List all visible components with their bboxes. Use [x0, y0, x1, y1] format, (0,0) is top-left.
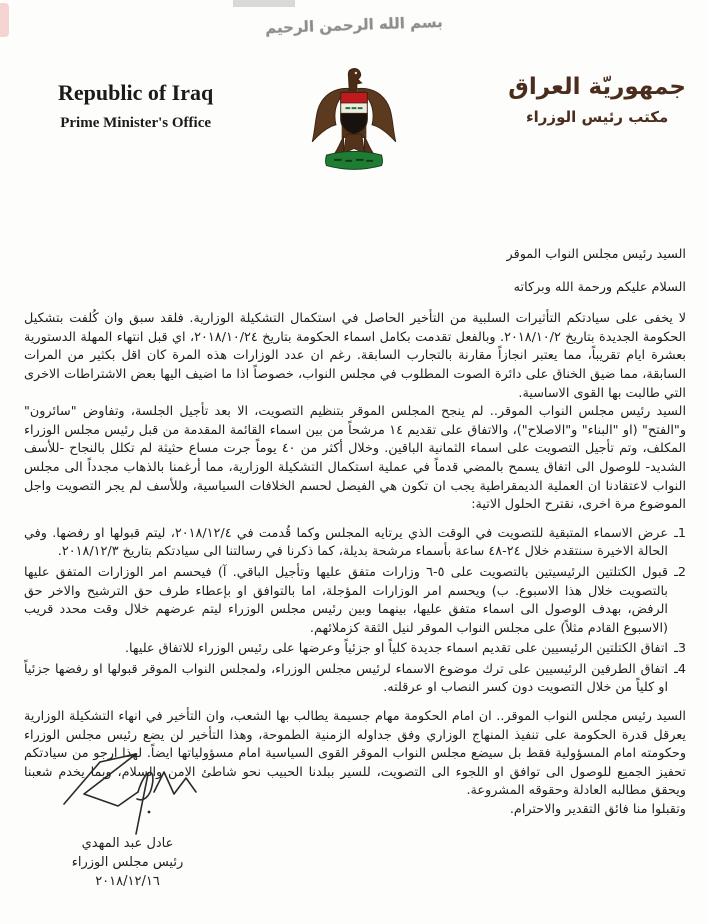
- list-item: [24, 640, 686, 659]
- list-item-text: عرض الاسماء المتبقية للتصويت في الوقت الذي يرتايه المجلس وكما قُدمت في ٢٠١٨/١٢/٤، ليتم قبولها او رفضها. وفي الحالة الاخيرة سنتقدم خلال ٢٤-٤٨ ساعة بأسماء مرشحة بديلة، كما ذكرنا في رسالتنا الى سيادتكم بتاريخ ٢٠١٨/١٢/٣.: [24, 525, 668, 560]
- list-item: [24, 661, 686, 698]
- list-item: [24, 564, 686, 638]
- list-item-text: قبول الكتلتين الرئيسيتين بالتصويت على ٥-٦ وزارات متفق عليها وتأجيل الباقي. آ) فيحسم امر الوزارات المتفق عليها بالتصويت خلال هذا الاسبوع. ب) ويحسم امر الوزارات المؤجلة، اما بالتوافق او بإعطاء طرف حق الترشيح والاخر حق الرفض، بهدف الوصول الى اسماء متفق عليها، بينهما وبين رئيس مجلس الوزراء ليتم عرضهم خلال وقت محدد قريب (الاسبوع القادم مثلاً) على مجلس النواب الموقر لنيل الثقة كزملائهم.: [24, 564, 668, 636]
- list-item: [24, 525, 686, 562]
- proposals-list: [24, 525, 686, 698]
- iraq-eagle-icon: [298, 64, 410, 176]
- closing-salutation: وتقبلوا منا فائق التقدير والاحترام.: [509, 802, 686, 818]
- paragraph-1: لا يخفى على سيادتكم التأثيرات السلبية من التأخير الحاصل في استكمال التشكيلة الوزارية. فلقد سبق وان كُلفت بتشكيل الحكومة الجديدة بتاريخ ٢٠١٨/١٠/٢. وبالفعل تقدمت بكامل اسماء الحكومة بتاريخ ٢٠١٨/١٠/٢٤، اي قبل انتهاء المهلة الدستورية بعشرة ايام تقريباً، مما يعتبر انجازاً مقارنة بالتجارب السابقة. رغم ان عدد الوزارات هذه المرة كان اقل بكثير من المرات السابقة، مما ضيق الخناق على دائرة الصوت المطلوب في مجلس النواب، خصوصاً اذا ما اضيف اليها بعض الاشتراطات الاخرى التي طالبت بها القوى الاساسية.: [24, 311, 686, 401]
- iraq-coat-of-arms: [298, 64, 410, 176]
- english-title: Republic of Iraq: [58, 80, 214, 105]
- handwritten-signature: [48, 746, 208, 838]
- header-english: [58, 80, 213, 132]
- arabic-subtitle: مكتب رئيس الوزراء: [525, 108, 669, 126]
- salutation-line: السيد رئيس مجلس النواب الموقر: [506, 247, 686, 262]
- list-item-number: 1ـ: [674, 525, 686, 541]
- bismillah-calligraphy: بسم الله الرحمن الرحيم: [264, 12, 444, 38]
- signatory-name: عادل عبد المهدي: [81, 836, 174, 851]
- scan-artifact: [0, 3, 9, 37]
- header-arabic: [508, 74, 686, 126]
- list-item-number: 4ـ: [674, 661, 686, 677]
- list-item-text: اتفاق الطرفين الرئيسيين على ترك موضوع الاسماء لرئيس مجلس الوزراء، ولمجلس النواب الموقر قبولها او رفضها جزئياً او كلياً من خلال التصويت دون كسر النصاب او عرقلته.: [24, 661, 668, 696]
- signature-date: ٢٠١٨/١٢/١٦: [95, 874, 160, 889]
- list-item-number: 2ـ: [674, 564, 686, 580]
- list-item-text: اتفاق الكتلتين الرئيسيين على تقديم اسماء جديدة كلياً او جزئياً وعرضها على رئيس الوزراء للاتفاق عليها.: [124, 641, 668, 657]
- scan-artifact: [233, 0, 295, 7]
- signature-block: [20, 746, 235, 891]
- closing-paragraph: السيد رئيس مجلس النواب الموقر.. ان امام الحكومة مهام جسيمة يطالب بها الشعب، وان التأخير في انهاء التشكيلة الوزارية يعرقل قدرة الحكومة على تنفيذ المنهاج الوزاري وفق جداوله الزمنية الطموحة، وهذا التأخير لن يضع رئيس مجلس الوزراء وحكومته امام المسؤولية فقط بل سيضع مجلس النواب الموقر القوى السياسية امام مسؤولياتها ايضاً. لهذا ارجو من سيادتكم تحفيز الجميع للوصول الى توافق او اللجوء الى التصويت، للسير ببلدنا الحبيب نحو شاطئ الامن والسلام، وبما يخدم شعبنا ويحقق مطالبه العادلة وحقوقه المشروعة.: [24, 709, 686, 799]
- arabic-title: جمهوريّة العراق: [508, 74, 686, 100]
- greeting-line: السلام عليكم ورحمة الله وبركاته: [513, 279, 686, 295]
- list-item-number: 3ـ: [674, 641, 686, 657]
- letter-body: [24, 246, 686, 820]
- paragraph-2: السيد رئيس مجلس النواب الموقر.. لم ينجح المجلس الموقر بتنظيم التصويت، الا بعد تأجيل الجلسة، وتفاوض "سائرون" و"الفتح" (او "البناء" و"الاصلاح")، والاتفاق على تقديم ١٤ مرشحاً من بين اسماء القائمة المقدمة من قبل رئيس مجلس الوزراء المكلف، وتم تأجيل التصويت على اسماء الثمانية الباقين. وخلال أكثر من ٤٠ يوماً جرت مساع حثيثة لم تكلل بالنجاح -للأسف الشديد- للوصول الى اتفاق يسمح بالمضي قدماً في عملية استكمال التشكيلة الوزارية، مما أرغمنا بالذهاب مجدداً الى مجلس النواب لاعتقادنا ان العملية الديمقراطية يجب ان تكون هي الفيصل لحسم الخلافات السياسية، وللأسف لم يجر التصويت واجل الموضوع مرة اخرى، نقترح الحلول الاتية:: [24, 404, 686, 513]
- signatory-title: رئيس مجلس الوزراء: [71, 855, 184, 870]
- english-subtitle: Prime Minister's Office: [60, 115, 212, 131]
